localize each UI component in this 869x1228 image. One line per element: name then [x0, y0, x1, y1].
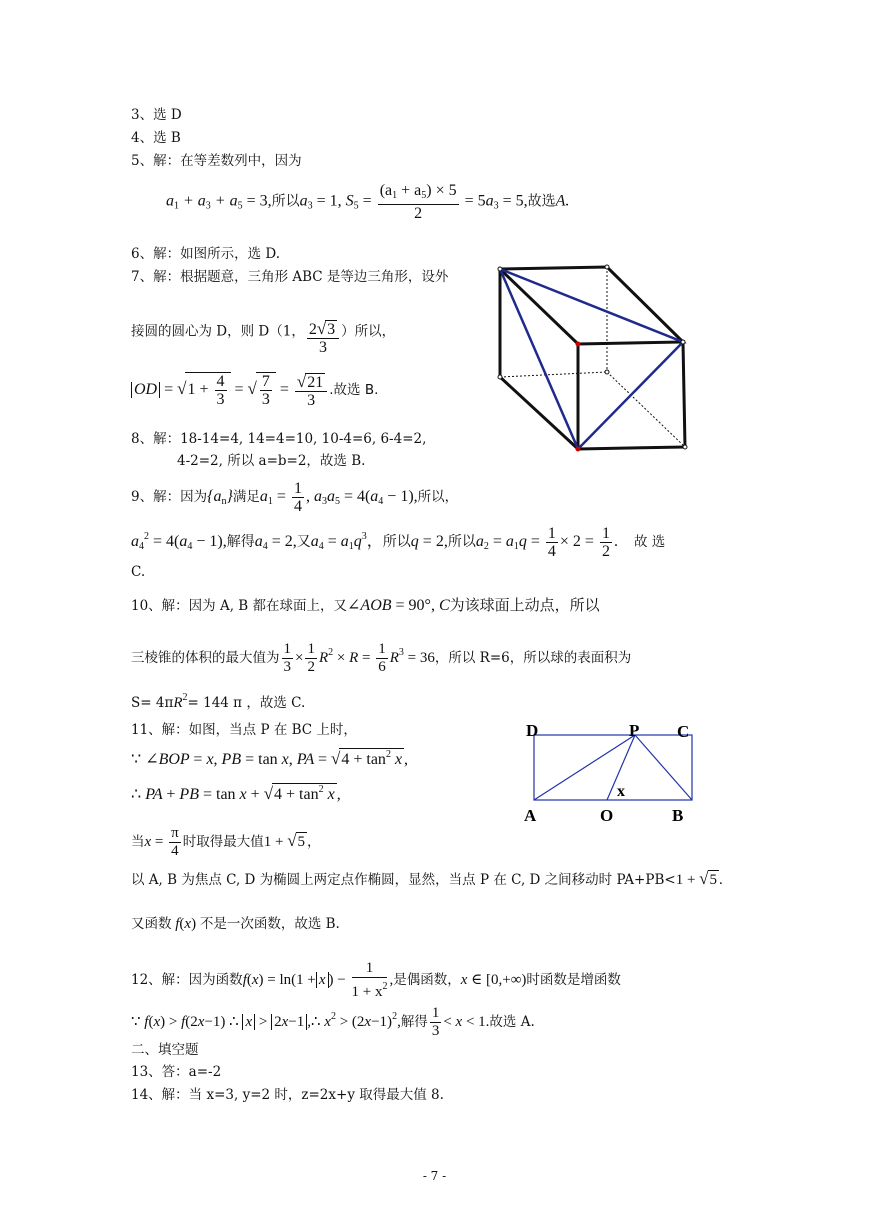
cube-edge-front-bottom [578, 447, 685, 449]
q12b-mid: 解得 [400, 1013, 428, 1030]
answer-q12-line1: 12、解：因为函数f(x) = ln(1 + x ) − $\frac{1}{1 + x^2}$ ,是偶函数，x ∈ [0,+∞)时函数是增函数 [131, 960, 621, 1000]
label-p: P [629, 721, 640, 740]
q9-pre: 9、解：因为 [131, 489, 208, 506]
q7-text-pre: 接圆的圆心为 D，则 D（1， [131, 323, 305, 340]
answer-q11-line5: 以 A, B 为焦点 C, D 为椭圆上两定点作椭圆，显然，当点 P 在 C, D 之间移动时 PA+PB<1 + √5 . [131, 869, 723, 888]
q12a-mid: 是偶函数， [393, 971, 461, 988]
answer-q13: 13、答：a=-2 [131, 1064, 222, 1080]
answer-q4: 4、选 B [131, 130, 181, 146]
cube-figure [490, 260, 700, 460]
q12a-pre: 12、解：因为函数 [131, 971, 243, 988]
answer-q11-line1: 11、解：如图，当点 P 在 BC 上时， [131, 722, 357, 738]
q7-text-post: ）所以， [341, 323, 396, 340]
q9-post: 所以， [417, 489, 459, 506]
answer-q5: 5、解：在等差数列中，因为 [131, 153, 302, 169]
q9-end: 故 选 [633, 534, 666, 551]
section-fill-in-title: 二、填空题 [131, 1042, 199, 1058]
answer-q8-line1: 8、解：18-14=4, 14=4=10, 10-4=6, 6-4=2, [131, 431, 427, 447]
q10c-pre: S= 4π [131, 695, 174, 711]
page-number: - 7 - [422, 1169, 447, 1183]
answer-q12-line2: ∵ f(x) > f(2x−1) ∴ x > 2x−1 ,∴ $x^2 > (2x-1)^2$,解得 $\frac{1}{3}$ < x < 1.故选 A. [131, 1005, 535, 1039]
formula-q5: $a_1 + a_3 + a_5 = 3$,所以$a_3 = 1$, $S_5$ = $\frac{(a_1 + a_5) \times 5}{2}$ = $5a_3 = 5$,故选A. [166, 182, 570, 222]
q10b-pre: 三棱锥的体积的最大值为 [131, 649, 280, 666]
cube-edge-front-right [683, 342, 685, 447]
q10c-post: = 144 π ，故选 C. [187, 695, 306, 711]
q11d-post: ， [307, 833, 321, 850]
answer-q10-line3: $S= 4\pi R^2= 144$ π ，故选 C. [131, 692, 306, 711]
answer-q11-line6: 又函数 f(x) 不是一次函数，故选 B. [131, 916, 340, 932]
answer-q7-line2: 接圆的圆心为 D，则 D（1， $\frac{2√3}{3}$ ）所以， [131, 319, 396, 356]
label-x: x [617, 783, 625, 800]
label-b: B [672, 806, 684, 825]
q7-end: .故选 B. [329, 382, 379, 399]
q11f-pre: 又函数 [131, 916, 172, 932]
cube-hidden-edge-3 [607, 372, 685, 447]
q9-mid: 满足 [232, 489, 260, 506]
formula-q7: OD = √1 + $\frac{4}{3}$ = √ $\frac{7}{3}$ = $\frac{√21}{3}$ .故选 B. [131, 372, 378, 409]
answer-q6: 6、解：如图所示，选 D. [131, 246, 281, 262]
answer-q9-line1: 9、解：因为$\{a_n\}$满足$a_1$ = $\frac{1}{4}$ , $a_3a_5 = 4(a_4 - 1)$,所以， [131, 480, 459, 515]
answer-q9-c: C. [131, 564, 146, 580]
answer-q11-line4: 当x = $\frac{\pi}{4}$ 时取得最大值1 + √5 ， [131, 825, 321, 859]
label-d: D [526, 721, 539, 740]
answer-q7-line1: 7、解：根据题意，三角形 ABC 是等边三角形，设外 [131, 269, 449, 285]
answer-q10-line2: 三棱锥的体积的最大值为 $\frac{1}{3}$ × $\frac{1}{2}$ $R^2 \times R$ = $\frac{1}{6}$ $R^3 = 36$，所以 R=6，所以球的表面积为 [131, 641, 632, 675]
formula-q9: $a_4^2 = 4(a_4 - 1)$,解得$a_4 = 2$,又$a_4 = a_1q^3$，所以q = 2,所以$a_2 = a_1q$ = $\frac{1}{4}$ × 2 = $\frac{1}{2}$ . 故 选 [131, 525, 666, 560]
formula-q11-line2: ∵ ∠BOP = x, PB = tan x, PA = $√4 + \tan^2 x$ , [131, 749, 409, 768]
label-c: C [677, 722, 690, 741]
answer-q10-line1: 10、解：因为 A, B 都在球面上，又∠AOB = 90°, C为该球面上动点，所以 [131, 596, 600, 614]
cube-hidden-edge-2 [500, 372, 607, 377]
q11d-mid: 时取得最大值 [182, 833, 264, 850]
segment-bp [635, 735, 692, 800]
cube-edge-bottom-left [500, 377, 578, 449]
formula-q11-line3: ∴ PA + PB = $\tan x + √4 + \tan^2 x$ , [131, 784, 341, 803]
answer-q8-line2: 4-2=2, 所以 a=b=2，故选 B. [177, 453, 366, 469]
answer-q14: 14、解：当 x=3, y=2 时，z=2x+y 取得最大值 8. [131, 1087, 444, 1103]
label-o: O [600, 806, 614, 825]
q10a-post: 为该球面上动点，所以 [449, 596, 600, 614]
q12b-post: 故选 A. [489, 1013, 535, 1030]
answer-q3: 3、选 D [131, 107, 182, 123]
rectangle-figure [522, 718, 697, 828]
q11f-post: 不是一次函数，故选 B. [199, 916, 340, 932]
q10a-pre: 10、解：因为 A, B 都在球面上，又 [131, 598, 348, 614]
q11d-pre: 当 [131, 833, 145, 850]
cube-diagonal-3 [578, 342, 683, 449]
q10b-post: ，所以 R=6，所以球的表面积为 [434, 649, 632, 666]
label-a: A [524, 806, 537, 825]
rect-abcd [534, 735, 692, 800]
q12a-post: 时函数是增函数 [526, 971, 621, 988]
q11e-pre: 以 A, B 为焦点 C, D 为椭圆上两定点作椭圆，显然，当点 P 在 C, D 之间移动时 PA+PB< [131, 872, 676, 888]
